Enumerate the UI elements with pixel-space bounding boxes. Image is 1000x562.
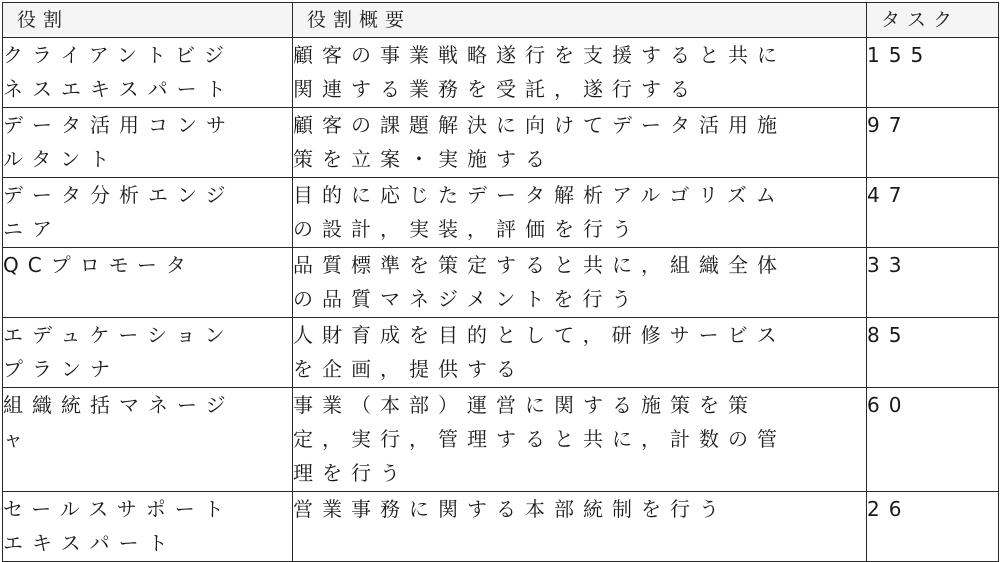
header-summary: 役割概要	[293, 3, 867, 38]
role-cell-line: データ活用コンサ	[3, 113, 235, 137]
table-row	[3, 108, 999, 178]
role-cell-line: データ分析エンジ	[3, 183, 235, 207]
role-cell-line: エデュケーション	[3, 323, 234, 347]
summary-cell-line: 目的に応じたデータ解析アルゴリズム	[293, 183, 785, 207]
table-body	[3, 38, 999, 562]
summary-cell-line: の設計，実装，評価を行う	[293, 217, 641, 241]
role-cell	[3, 38, 293, 108]
summary-cell-line: 人財育成を目的として，研修サービス	[293, 323, 786, 347]
role-cell	[3, 318, 293, 388]
task-count-cell-value: 26	[867, 497, 911, 521]
task-count-cell-value: 97	[867, 113, 911, 137]
role-cell-line: ャ	[3, 427, 32, 451]
task-count-cell-value: 60	[867, 393, 911, 417]
roles-table	[2, 2, 999, 562]
task-count-cell	[867, 178, 999, 248]
summary-cell	[293, 492, 867, 562]
summary-cell-line: 事業（本部）運営に関する施策を策	[293, 393, 757, 417]
summary-cell	[293, 178, 867, 248]
summary-cell	[293, 388, 867, 492]
summary-cell	[293, 38, 867, 108]
summary-cell-line: 品質標準を策定すると共に，組織全体	[293, 253, 786, 277]
role-cell-line: 組織統括マネージ	[3, 393, 235, 417]
task-count-cell	[867, 388, 999, 492]
summary-cell-line: を企画，提供する	[293, 357, 525, 381]
role-cell	[3, 108, 293, 178]
task-count-cell-value: 47	[867, 183, 911, 207]
role-cell-line: エキスパート	[3, 531, 177, 555]
summary-cell-line: 営業事務に関する本部統制を行う	[293, 497, 728, 521]
summary-cell	[293, 248, 867, 318]
task-count-cell-value: 33	[867, 253, 911, 277]
summary-cell-line: 理を行う	[293, 461, 409, 485]
role-cell	[3, 178, 293, 248]
task-count-cell	[867, 108, 999, 178]
summary-cell-line: の品質マネジメントを行う	[293, 287, 641, 311]
role-cell-line: QCプロモータ	[3, 253, 195, 277]
table-row	[3, 248, 999, 318]
task-count-cell	[867, 492, 999, 562]
table-row	[3, 388, 999, 492]
summary-cell-line: 策を立案・実施する	[293, 147, 554, 171]
role-cell-line: プランナ	[3, 357, 119, 381]
table-row	[3, 492, 999, 562]
role-cell-line: ニア	[3, 217, 61, 241]
summary-cell	[293, 318, 867, 388]
summary-cell-line: 顧客の事業戦略遂行を支援すると共に	[293, 43, 786, 67]
header-row	[3, 3, 999, 38]
role-cell-line: クライアントビジ	[3, 43, 233, 67]
summary-cell	[293, 108, 867, 178]
task-count-cell-value: 155	[867, 43, 933, 67]
task-count-cell	[867, 38, 999, 108]
header-role: 役割	[3, 3, 293, 38]
role-cell	[3, 248, 293, 318]
task-count-cell-value: 85	[867, 323, 911, 347]
task-count-cell	[867, 248, 999, 318]
header-task: タスク	[867, 3, 999, 38]
role-cell	[3, 492, 293, 562]
task-count-cell	[867, 318, 999, 388]
summary-cell-line: 関連する業務を受託，遂行する	[293, 77, 699, 101]
table-row	[3, 178, 999, 248]
role-cell-line: ルタント	[3, 147, 119, 171]
role-cell-line: ネスエキスパート	[3, 77, 235, 101]
table-row	[3, 318, 999, 388]
role-cell	[3, 388, 293, 492]
role-cell-line: セールスサポート	[3, 497, 233, 521]
summary-cell-line: 定，実行，管理すると共に，計数の管	[293, 427, 786, 451]
table-row	[3, 38, 999, 108]
summary-cell-line: 顧客の課題解決に向けてデータ活用施	[293, 113, 786, 137]
